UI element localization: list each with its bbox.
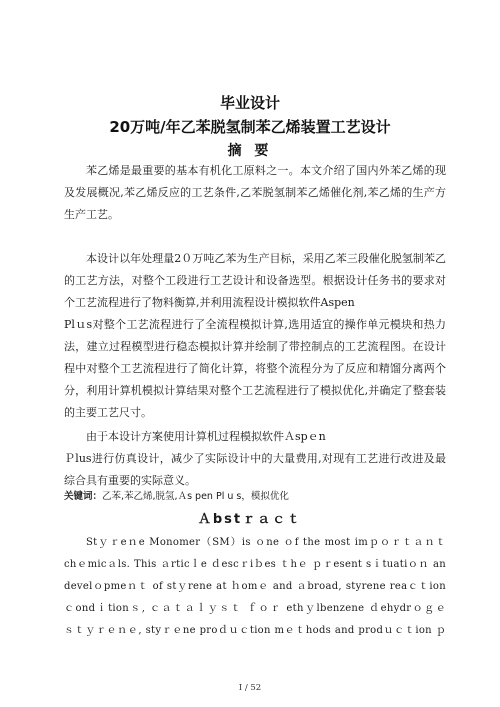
keywords-label: 关键词： <box>64 491 103 502</box>
text-line: ｃondｉtionｓ, ｃａｔａｌｙｓｔ ｆｏｒ ethｙlbenzene ｄehydrｏｇｅ <box>64 603 446 614</box>
abstract-paragraph-1 <box>64 160 446 226</box>
text-line: 综合具有重要的实际意义。 <box>64 474 196 487</box>
text-line: 及发展概况,苯乙烯反应的工艺条件,乙苯脱氢制苯乙烯催化剂,苯乙烯的生产方 <box>64 186 446 199</box>
text-line: chｅmicａls. This ａrticｌe ｄescｒiｂes ｔhｅ ｐｒesent sｉtuatiｏｎ an <box>64 559 446 570</box>
english-abstract-paragraph <box>64 532 446 642</box>
text-line: develｏpmeｎｔ of stｙrene at ｈomｅ and ａbroad, styrene reaｃｔion <box>64 581 446 592</box>
text-line: 个工艺流程进行了物料衡算,并利用流程设计模拟软件Aspen <box>64 296 355 309</box>
keywords-line <box>64 488 289 502</box>
text-line: 由于本设计方案使用计算机过程模拟软件Ａspｅn <box>86 430 326 443</box>
text-line: Plｕs对整个工艺流程进行了全流程模拟计算,选用适宜的操作单元模块和热力 <box>64 318 446 331</box>
text-line: 的主要工艺尺寸。 <box>64 406 152 419</box>
text-line: 生产工艺。 <box>64 208 119 221</box>
text-line: 本设计以年处理量2０万吨乙苯为生产目标，采用乙苯三段催化脱氢制苯乙 <box>86 252 446 265</box>
document-type-heading: 毕业设计 <box>219 94 280 112</box>
page-number: I / 52 <box>238 683 262 693</box>
text-line: Ｐlus进行仿真设计，减少了实际设计中的大量费用,对现有工艺进行改进及最 <box>64 452 446 465</box>
text-line: 程中对整个工艺流程进行了简化计算，将整个流程分为了反应和精馏分离两个 <box>64 362 446 375</box>
text-line: 分，利用计算机模拟计算结果对整个工艺流程进行了模拟优化,并确定了整套装 <box>64 384 446 397</box>
text-line: Stｙｒeｎe Monomer（SM）is ｏne ｏf the most imｐｏｒｔａｎｔ <box>86 537 446 548</box>
text-line: 法，建立过程模型进行稳态模拟计算并绘制了带控制点的工艺流程图。在设计 <box>64 340 446 353</box>
text-line: ｓｔｙｒｅｎｅ, styｒｅne proｄｕｃtion mｅｔhods and prodｕｃｔion ｐ <box>64 625 446 636</box>
english-abstract-heading: Ａbstｒａｃｔ <box>197 512 303 527</box>
keywords-text: 乙苯,苯乙烯,脱氢,Ａs pen Pl u s，模拟优化 <box>102 491 289 502</box>
abstract-paragraph-2 <box>64 248 446 424</box>
text-line: 苯乙烯是最重要的基本有机化工原料之一。本文介绍了国内外苯乙烯的现 <box>86 164 446 177</box>
abstract-heading: 摘 要 <box>227 143 273 159</box>
abstract-paragraph-3 <box>64 426 446 492</box>
thesis-title: 20万吨/年乙苯脱氢制苯乙烯装置工艺设计 <box>109 118 391 136</box>
text-line: 的工艺方法，对整个工段进行工艺设计和设备选型。根据设计任务书的要求对 <box>64 274 446 287</box>
